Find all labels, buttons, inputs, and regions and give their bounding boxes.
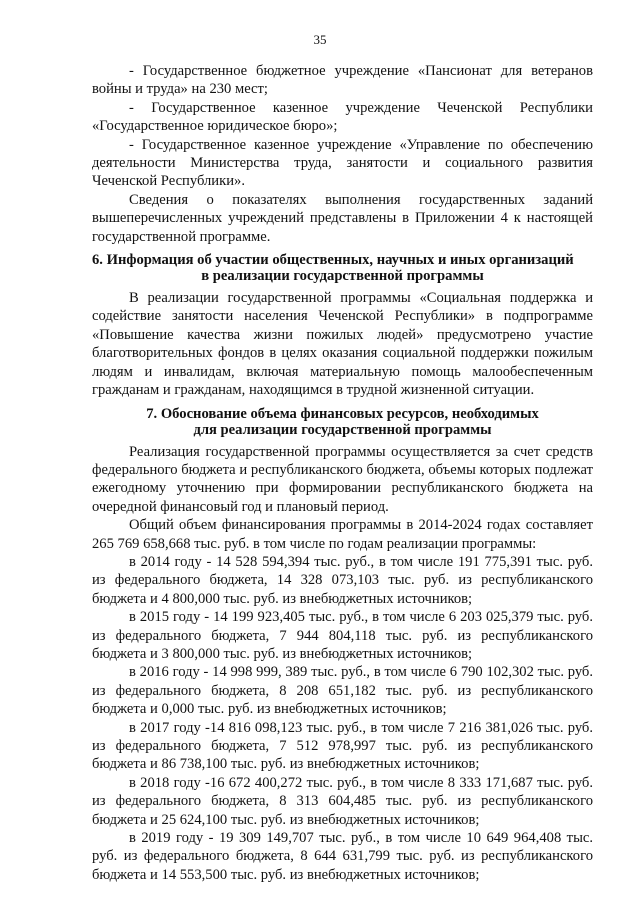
section-7-paragraph-2014: в 2014 году - 14 528 594,394 тыс. руб., в том числе 191 775,391 тыс. руб. из федерального бюджета, 14 328 073,103 тыс. руб. из республиканского бюджета и 4 800,000 тыс. руб. из внебюджетных источников; (92, 553, 593, 607)
paragraph-list-item-3: - Государственное казенное учреждение «Управление по обеспечению деятельности Министерства труда, занятости и социального развития Чеченской Республики». (92, 136, 593, 190)
paragraph-list-item-1: - Государственное бюджетное учреждение «Пансионат для ветеранов войны и труда» на 230 мест; (92, 63, 593, 98)
section-7-paragraph-2017: в 2017 году -14 816 098,123 тыс. руб., в том числе 7 216 381,026 тыс. руб. из федерального бюджета, 7 512 978,997 тыс. руб. из республиканского бюджета и 86 738,100 тыс. руб. из внебюджетных источников; (92, 719, 593, 773)
section-7-paragraph-intro: Реализация государственной программы осуществляется за счет средств федерального бюджета и республиканского бюджета, объемы которых подлежат ежегодному уточнению при формировании республиканского бюджета на очередной финансовый год и плановый период. (92, 443, 593, 515)
section-6-paragraph: В реализации государственной программы «Социальная поддержка и содействие занятости населения Чеченской Республики» в подпрограмме «Повышение качества жизни пожилых людей» предусмотрено участие благотворительных фондов в целях оказания социальной поддержки пожилым людям и инвалидам, включая материальную помощь малообеспеченным гражданам и гражданам, находящимся в трудной жизненной ситуации. (92, 290, 593, 399)
section-7-paragraph-total: Общий объем финансирования программы в 2014-2024 годах составляет 265 769 658,668 тыс. руб. в том числе по годам реализации программы: (92, 517, 593, 552)
document-body (92, 62, 593, 884)
section-6-heading-line-2: в реализации государственной программы (201, 268, 484, 285)
page-number: 35 (313, 32, 327, 47)
paragraph-summary: Сведения о показателях выполнения государственных заданий вышеперечисленных учреждений представлены в Приложении 4 к настоящей государственной программе. (92, 191, 593, 245)
section-7-paragraph-2018: в 2018 году -16 672 400,272 тыс. руб., в том числе 8 333 171,687 тыс. руб. из федерального бюджета, 8 313 604,485 тыс. руб. из республиканского бюджета и 25 624,100 тыс. руб. из внебюджетных источников; (92, 774, 593, 828)
section-7-paragraph-2015: в 2015 году - 14 199 923,405 тыс. руб., в том числе 6 203 025,379 тыс. руб. из федерального бюджета, 7 944 804,118 тыс. руб. из республиканского бюджета и 3 800,000 тыс. руб. из внебюджетных источников; (92, 609, 593, 662)
section-7-paragraph-2016: в 2016 году - 14 998 999, 389 тыс. руб., в том числе 6 790 102,302 тыс. руб. из федерального бюджета, 8 208 651,182 тыс. руб. из республиканского бюджета и 0,000 тыс. руб. из внебюджетных источников; (92, 664, 593, 718)
section-7-heading-line-2: для реализации государственной программы (193, 421, 492, 438)
section-7-paragraph-2019: в 2019 году - 19 309 149,707 тыс. руб., в том числе 10 649 964,408 тыс. руб. из федерального бюджета, 8 644 631,799 тыс. руб. из республиканского бюджета и 14 553,500 тыс. руб. из внебюджетных источников; (92, 830, 593, 883)
section-7-heading (92, 406, 593, 438)
paragraph-list-item-2: - Государственное казенное учреждение Чеченской Республики «Государственное юридическое бюро»; (92, 99, 593, 135)
section-7-heading-line-1: 7. Обоснование объема финансовых ресурсов, необходимых (146, 405, 539, 422)
section-6-heading-line-1: 6. Информация об участии общественных, научных и иных организаций (92, 252, 574, 269)
section-6-heading (92, 252, 593, 284)
